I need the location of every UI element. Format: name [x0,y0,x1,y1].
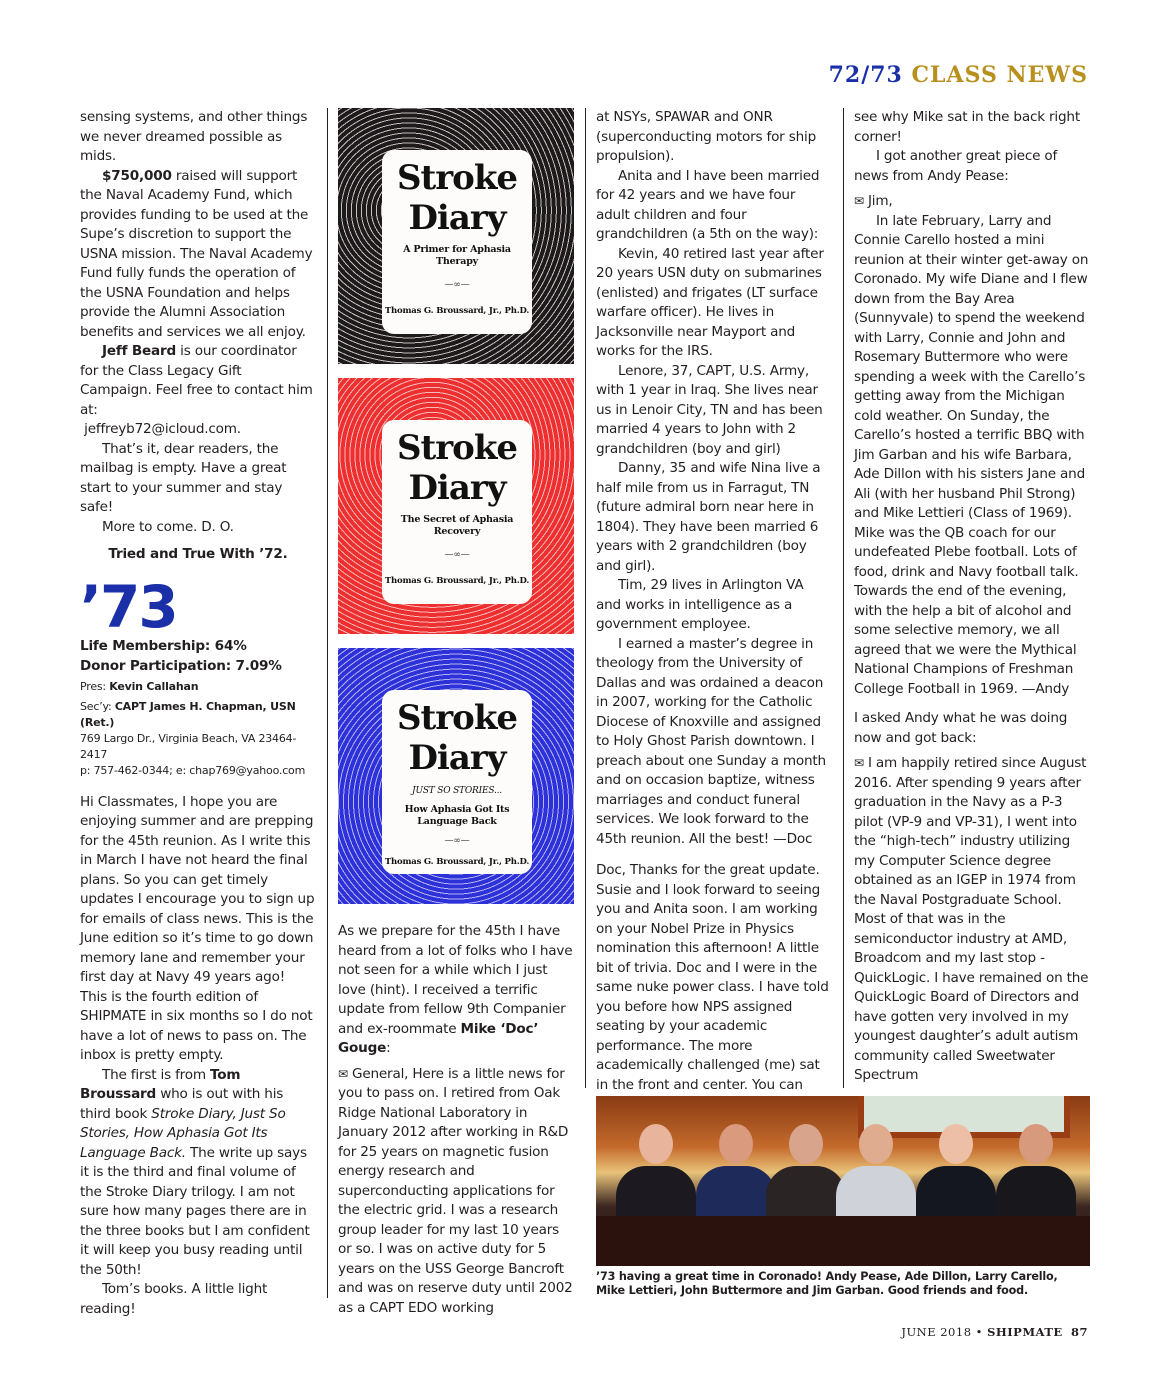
book-label [382,420,532,604]
paragraph: at NSYs, SPAWAR and ONR (superconducting motors for ship propulsion). [596,109,816,164]
book-author: Thomas G. Broussard, Jr., Ph.D. [384,857,530,867]
text: The write up says it is the third and final volume of the Stroke Diary trilogy. I am not sure how many pages there are in the three books but I am confident it will keep you busy reading until the 50th! [80,1144,310,1278]
name-bold: Mike ‘Doc’ Gouge [338,1020,539,1056]
paragraph: Tim, 29 lives in Arlington VA and works in intelligence as a government employee. [596,577,804,632]
life-membership: Life Membership: 64% [80,637,247,654]
name-bold: Tom Broussard [80,1066,241,1102]
book-subtitle: The Secret of Aphasia Recovery [400,514,514,537]
text: Jim, [863,193,893,209]
address: 769 Largo Dr., Virginia Beach, VA 23464-2417 [80,731,297,761]
letter-greeting [854,192,1090,212]
amount-bold: $750,000 [102,167,172,184]
issue-date: JUNE 2018 [901,1325,972,1339]
paragraph: I got another great piece of news from Andy Pease: [854,148,1058,184]
paragraph [80,1066,316,1281]
paragraph: That’s it, dear readers, the mailbag is empty. Have a great start to your summer and stay safe! [80,440,287,515]
paragraph: sensing systems, and other things we never dreamed possible as mids. [80,109,308,164]
class-73-heading: ’73 [80,572,177,641]
book-cover-1 [338,108,574,364]
president-name: Kevin Callahan [109,679,199,693]
paragraph [338,922,574,1059]
paragraph [80,342,316,440]
president [80,679,316,695]
section-title: CLASS NEWS [911,62,1088,88]
paragraph: In late February, Larry and Connie Carello hosted a mini reunion at their winter get-away on Coronado. My wife Diane and I flew down from the Bay Area (Sunnyvale) to spend the weekend with Larry, Connie and John and Rosemary Buttermore who were spending a week with the Carello’s getting away from the Michigan cold weather. On Sunday, the Carello’s hosted a terrific BBQ with Jim Garban and his wife Barbara, Ade Dillon with his sisters Jane and Ali (with her husband Phil Strong) and Mike Lettieri (Class of 1969). Mike was the QB coach for our undefeated Plebe football. Lots of food, drink and Navy football talk. Towards the end of the evening, with the help a bit of alcohol and some selective memory, we all agreed that we were the Mythical National Champions of Freshman College Football in 1969. —Andy [854,212,1089,697]
book-title: Stroke Diary [396,158,518,238]
paragraph: Tom’s books. A little light reading! [80,1281,268,1317]
label: Sec’y: [80,699,115,713]
book-author: Thomas G. Broussard, Jr., Ph.D. [384,575,530,586]
text: As we prepare for the 45th I have heard from a lot of folks who I have not seen for a while which I just love (hint). I received a terrific update from fellow 9th Companier and ex-roommate [338,923,573,1037]
group-photo [596,1096,1090,1266]
paragraph: I earned a master’s degree in theology from the University of Dallas and was ordained a deacon in 2007, working for the Catholic Diocese of Knoxville and assigned to Holy Ghost Parish downtown. I preach about one Sunday a month and on occasion baptize, witness marriages and conduct funeral services. We look forward to the 45th reunion. All the best! —Doc [596,635,826,847]
book-label [382,690,532,874]
paragraph: Lenore, 37, CAPT, U.S. Army, with 1 year in Iraq. She lives near us in Lenoir City, TN and has been married 4 years to John with 2 grandchildren (boy and girl) [596,362,823,457]
book-title-italic: Stroke Diary, Just So Stories, How Aphasia Got Its Language Back. [80,1105,286,1161]
page-number: 87 [1070,1325,1088,1339]
column-4 [854,108,1090,1086]
paragraph: see why Mike sat in the back right corner! [854,109,1080,145]
column-divider [327,108,328,1298]
text: is our coordinator for the Class Legacy Gift Campaign. Feel free to contact him at: [80,343,313,418]
book-subtitle: How Aphasia Got Its Language Back [404,803,510,827]
class-years: 72/73 [828,62,903,88]
paragraph: More to come. D. O. [102,518,234,535]
label: Pres: [80,679,110,693]
donor-participation: Donor Participation: 7.09% [80,657,282,674]
paragraph: Doc, Thanks for the great update. Susie and I look forward to seeing you and Anita soon. I am working on your Nobel Prize in Physics nomination this afternoon! A little bit of trivia. Doc and I were in the same nuke power class. I have told you before how NPS assigned seating by your academic performance. The more academically challenged (me) sat in the front and center. You can [596,862,829,1093]
magazine-name: SHIPMATE [987,1325,1063,1339]
envelope-icon: ✉ [854,756,864,770]
book-label [382,150,532,334]
text: The first is from [102,1066,211,1083]
text: I am happily retired since August 2016. After spending 9 years after graduation in the Navy as a P-3 pilot (VP-9 and VP-31), I went into the “high-tech” industry utilizing my Computer Science degree obtained as an IGEP in 1974 from the Naval Postgraduate School. Most of that was in the semiconductor industry at AMD, Broadcom and my last stop - QuickLogic. I have remained on the QuickLogic Board of Directors and have gotten very involved in my youngest daughter’s adult autism community called Sweetwater Spectrum [854,755,1089,1083]
separator: • [971,1325,988,1339]
paragraph: I asked Andy what he was doing now and got back: [854,710,1068,746]
ornament-icon: —∞— [444,280,470,290]
envelope-icon: ✉ [854,194,864,208]
column-2 [338,108,574,1318]
text: General, Here is a little news for you to pass on. I retired from Oak Ridge National Laboratory in January 2012 after working in R&D for 25 years on magnetic fusion energy research and superconducting applications for the electric grid. I was a research group leader for my last 10 years or so. I was on active duty for 5 years on the USS George Bancroft and was on reserve duty until 2002 as a CAPT EDO working [338,1065,573,1316]
book-cover-3 [338,648,574,904]
name-bold: Jeff Beard [102,343,177,359]
book-title: Stroke Diary [396,428,518,508]
column-1 [80,108,316,1319]
envelope-icon: ✉ [338,1066,348,1081]
contact: p: 757-462-0344; e: chap769@yahoo.com [80,763,306,777]
letter-paragraph [854,754,1090,1086]
paragraph: Hi Classmates, I hope you are enjoying summer and are prepping for the 45th reunion. As I write this in March I have not heard the final plans. So you can get timely updates I encourage you to sign up for emails of class news. This is the June edition so it’s time to go down memory lane and remember your first day at Navy 49 years ago! This is the fourth edition of SHIPMATE in six months so I do not have a lot of news to pass on. The inbox is pretty empty. [80,793,315,1063]
dinner-table [596,1216,1090,1266]
letter-paragraph [338,1065,574,1319]
column-divider [585,108,586,1088]
page-footer [901,1325,1088,1339]
text: raised will support the Naval Academy Fund, which provides funding to be used at the Supe’s discretion to support the USNA mission. The Naval Academy Fund fully funds the operation of the USNA Foundation and helps provide the Alumni Association benefits and services we all enjoy. [80,167,313,340]
ornament-icon: —∞— [444,550,470,560]
photo-caption: ’73 having a great time in Coronado! Andy Pease, Ade Dillon, Larry Carello, Mike Lettieri, John Buttermore and Jim Garban. Good friends and food. [596,1270,1058,1297]
secretary-name: CAPT James H. Chapman, USN (Ret.) [80,699,296,729]
paragraph: Anita and I have been married for 42 years and we have four adult children and four grandchildren (a 5th on the way): [596,167,820,242]
paragraph: Danny, 35 and wife Nina live a half mile from us in Farragut, TN (future admiral born near here in 1804). They have been married 6 years with 2 grandchildren (boy and girl). [596,460,821,574]
book-title: Stroke Diary [396,698,518,778]
paragraph: Kevin, 40 retired last year after 20 years USN duty on submarines (enlisted) and frigates (LT surface warfare officer). He lives in Jacksonville near Mayport and works for the IRS. [596,245,824,359]
text: : [386,1040,391,1056]
text: who is out with his third book [80,1086,284,1122]
column-3 [596,108,832,1095]
ornament-icon: —∞— [444,835,470,846]
secretary [80,699,316,731]
book-cover-2 [338,378,574,634]
section-header [829,62,1088,88]
column-divider [843,108,844,1088]
book-series: JUST SO STORIES... [412,786,502,796]
book-author: Thomas G. Broussard, Jr., Ph.D. [384,305,530,316]
book-subtitle: A Primer for Aphasia Therapy [403,244,511,267]
signoff: Tried and True With ’72. [108,546,288,562]
paragraph [80,167,316,343]
email-link[interactable]: jeffreyb72@icloud.com. [84,421,241,437]
